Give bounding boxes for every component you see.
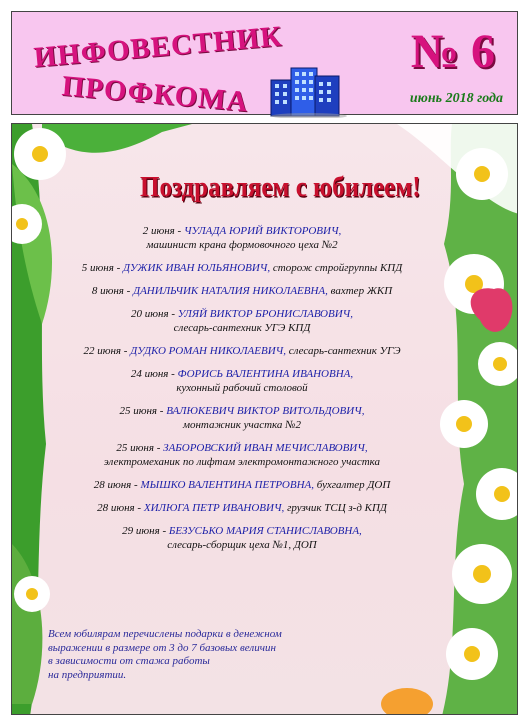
entry-position: монтажник участка №2 [182, 419, 302, 431]
entry-date: 28 июня - [93, 479, 141, 491]
list-item [42, 501, 442, 515]
list-item [42, 224, 442, 252]
entry-date: 5 июня - [81, 262, 124, 274]
entry-name: ФОРИСЬ ВАЛЕНТИНА ИВАНОВНА, [177, 368, 354, 380]
list-item [42, 307, 442, 335]
issue-number: № 6 [410, 25, 495, 78]
entry-date: 25 июня - [119, 405, 167, 417]
entry-position: бухгалтер ДОП [313, 479, 391, 491]
entry-name: ЗАБОРОВСКИЙ ИВАН МЕЧИСЛАВОВИЧ, [163, 442, 368, 454]
list-item [42, 441, 442, 469]
note-line: в зависимости от стажа работы [48, 655, 210, 667]
entry-position: слесарь-сборщик цеха №1, ДОП [167, 539, 317, 551]
entry-position: машинист крана формовочного цеха №2 [146, 239, 338, 251]
gift-note [48, 628, 348, 682]
building-icon [269, 64, 349, 118]
list-item [42, 284, 442, 298]
entry-name: ВАЛЮКЕВИЧ ВИКТОР ВИТОЛЬДОВИЧ, [166, 405, 365, 417]
list-item [42, 404, 442, 432]
entry-name: ДАНИЛЬЧИК НАТАЛИЯ НИКОЛАЕВНА, [133, 285, 328, 297]
congratulations-heading: Поздравляем с юбилеем! [140, 172, 421, 204]
entry-name: ХИЛЮГА ПЕТР ИВАНОВИЧ, [143, 502, 285, 514]
entry-position: кухонный рабочий столовой [176, 382, 308, 394]
entry-date: 29 июня - [122, 525, 169, 537]
list-item [42, 478, 442, 492]
entry-position: слесарь-сантехник УГЭ КПД [173, 322, 311, 334]
entry-position: сторож стройгруппы КПД [270, 262, 403, 274]
jubilee-list [42, 224, 442, 561]
entry-date: 8 июня - [91, 285, 134, 297]
entry-date: 22 июня - [83, 345, 131, 357]
note-line: на предприятии. [48, 668, 127, 681]
title-line-2: ПРОФКОМА [60, 70, 250, 119]
entry-date: 25 июня - [116, 442, 164, 454]
entry-position: электромеханик по лифтам электромонтажного участка [103, 456, 381, 468]
entry-date: 28 июня - [97, 502, 144, 514]
main-panel [11, 123, 518, 715]
entry-name: ЧУЛАДА ЮРИЙ ВИКТОРОВИЧ, [183, 225, 342, 237]
issue-date: июнь 2018 года [409, 91, 503, 106]
entry-name: МЫШКО ВАЛЕНТИНА ПЕТРОВНА, [140, 479, 314, 491]
entry-position: вахтер ЖКП [327, 285, 393, 297]
list-item [42, 524, 442, 552]
entry-name: ДУЖИК ИВАН ЮЛЬЯНОВИЧ, [123, 262, 271, 274]
list-item [42, 344, 442, 358]
list-item [42, 367, 442, 395]
entry-name: УЛЯЙ ВИКТОР БРОНИСЛАВОВИЧ, [177, 308, 353, 320]
entry-name: ДУДКО РОМАН НИКОЛАЕВИЧ, [130, 345, 286, 357]
list-item [42, 261, 442, 275]
entry-position: слесарь-сантехник УГЭ [285, 345, 401, 357]
note-line: выражении в размере от 3 до 7 базовых величин [48, 641, 276, 654]
entry-date: 20 июня - [131, 308, 178, 320]
entry-date: 24 июня - [130, 368, 178, 380]
entry-name: БЕЗУСЬКО МАРИЯ СТАНИСЛАВОВНА, [168, 525, 362, 537]
newsletter-header [11, 11, 518, 119]
entry-date: 2 июня - [142, 225, 184, 237]
note-line: Всем юбилярам перечислены подарки в денежном [48, 628, 282, 640]
title-line-1: ИНФОВЕСТНИК [32, 20, 284, 74]
entry-position: грузчик ТСЦ з-д КПД [284, 502, 387, 514]
